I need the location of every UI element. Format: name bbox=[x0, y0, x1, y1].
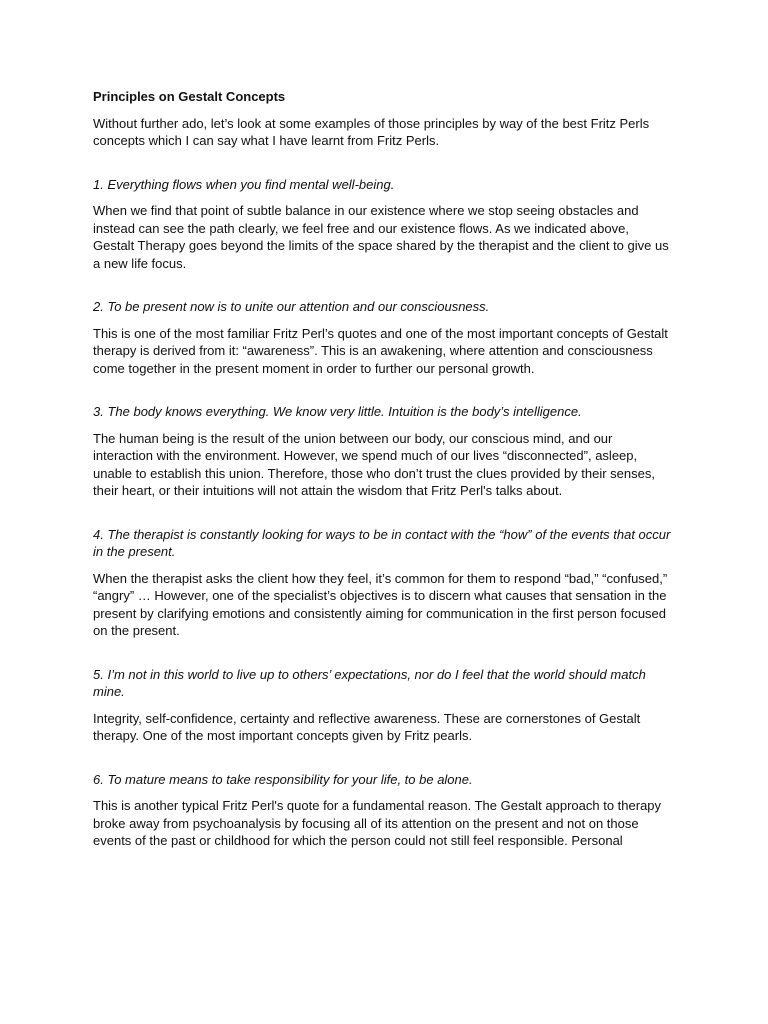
section-body-6: This is another typical Fritz Perl's quote for a fundamental reason. The Gestalt approach to therapy broke away from psychoanalysis by focusing all of its attention on the present and not on those events of the past or childhood for which the person could not still feel responsible. Personal bbox=[93, 798, 662, 848]
document-page bbox=[93, 88, 673, 859]
section-heading-6: 6. To mature means to take responsibility for your life, to be alone. bbox=[93, 771, 473, 787]
section-body-5: Integrity, self-confidence, certainty and reflective awareness. These are cornerstones of Gestalt therapy. One of the most important concepts given by Fritz pearls. bbox=[93, 710, 641, 743]
intro-paragraph: Without further ado, let’s look at some examples of those principles by way of the best Fritz Perls concepts which I can say what I have learnt from Fritz Perls. bbox=[93, 115, 650, 148]
document-title: Principles on Gestalt Concepts bbox=[93, 89, 286, 104]
section-heading-5: 5. I’m not in this world to live up to others’ expectations, nor do I feel that the world should match mine. bbox=[93, 666, 646, 699]
section-body-4: When the therapist asks the client how they feel, it’s common for them to respond “bad,” “confused,” “angry” … However, one of the specialist’s objectives is to discern what causes that sensation in the present by clarifying emotions and consistently aiming for communication in the first person focused on the present. bbox=[93, 570, 668, 638]
section-heading-2: 2. To be present now is to unite our attention and our consciousness. bbox=[93, 299, 490, 314]
section-body-3: The human being is the result of the union between our body, our conscious mind, and our interaction with the environment. However, we spend much of our lives “disconnected”, asleep, unable to establish this union. Therefore, those who don’t trust the clues provided by their senses, their heart, or their intuitions will not attain the wisdom that Fritz Perl's talks about. bbox=[93, 430, 655, 498]
section-heading-4: 4. The therapist is constantly looking for ways to be in contact with the “how” of the events that occur in the present. bbox=[93, 526, 671, 559]
section-body-1: When we find that point of subtle balance in our existence where we stop seeing obstacles and instead can see the path clearly, we feel free and our existence flows. As we indicated above, Gestalt Therapy goes beyond the limits of the space shared by the therapist and the client to give us a new life focus. bbox=[93, 203, 669, 271]
section-heading-1: 1. Everything flows when you find mental well-being. bbox=[93, 176, 395, 192]
section-heading-3: 3. The body knows everything. We know very little. Intuition is the body’s intelligence. bbox=[93, 404, 582, 419]
section-body-2: This is one of the most familiar Fritz Perl’s quotes and one of the most important concepts of Gestalt therapy is derived from it: “awareness”. This is an awakening, where attention and consciousness come together in the present moment in order to further our personal growth. bbox=[93, 325, 668, 376]
